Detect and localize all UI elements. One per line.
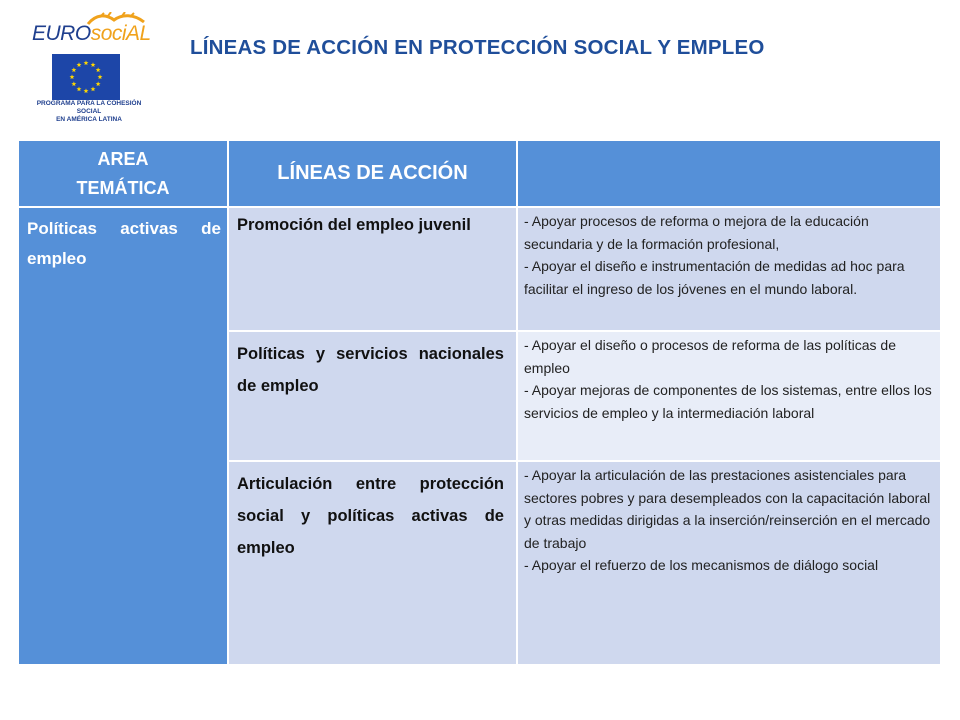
eu-star-icon <box>91 62 96 67</box>
eu-star-icon <box>91 87 96 92</box>
description-item: - Apoyar el refuerzo de los mecanismos de diálogo social <box>524 557 879 573</box>
header-lineas-de-accion: LÍNEAS DE ACCIÓN <box>228 140 517 207</box>
logo-subtitle-line2: EN AMÉRICA LATINA <box>56 116 122 123</box>
description-item: - Apoyar mejoras de componentes de los sistemas, entre ellos los servicios de empleo y la intermediación laboral <box>524 382 932 421</box>
eu-flag-icon <box>52 54 120 100</box>
action-description-3 <box>517 461 941 665</box>
eurosocial-logo <box>24 10 174 122</box>
eu-star-icon <box>77 87 82 92</box>
action-lines-table <box>18 140 941 665</box>
eu-star-icon <box>70 74 75 79</box>
description-item: - Apoyar procesos de reforma o mejora de la educación secundaria y de la formación profesional, <box>524 213 869 252</box>
eu-star-icon <box>84 60 89 65</box>
eu-star-icon <box>98 74 103 79</box>
eu-star-icon <box>71 67 76 72</box>
page-title: LÍNEAS DE ACCIÓN EN PROTECCIÓN SOCIAL Y EMPLEO <box>190 36 765 59</box>
eu-star-icon <box>96 81 101 86</box>
eu-star-icon <box>77 62 82 67</box>
action-line-3: Articulación entre protección social y políticas activas de empleo <box>228 461 517 665</box>
logo-subtitle <box>24 100 154 124</box>
description-item: - Apoyar el diseño o procesos de reforma de las políticas de empleo <box>524 337 896 376</box>
logo-brand-part2: sociAL <box>90 22 151 45</box>
eu-star-icon <box>96 67 101 72</box>
logo-brand <box>32 22 151 46</box>
eu-star-icon <box>71 81 76 86</box>
logo-subtitle-line1: PROGRAMA PARA LA COHESIÓN SOCIAL <box>36 100 142 115</box>
action-line-2: Políticas y servicios nacionales de empleo <box>228 331 517 461</box>
header-empty <box>517 140 941 207</box>
action-line-1: Promoción del empleo juvenil <box>228 207 517 331</box>
action-description-2 <box>517 331 941 461</box>
description-item: - Apoyar la articulación de las prestaciones asistenciales para sectores pobres y para desempleados con la capacitación laboral y otras medidas dirigidas a la inserción/reinserción en el mercado de trabajo <box>524 467 931 551</box>
description-item: - Apoyar el diseño e instrumentación de medidas ad hoc para facilitar el ingreso de los jóvenes en el mundo laboral. <box>524 258 905 297</box>
logo-brand-part1: EURO <box>32 22 91 45</box>
area-tematica-cell: Políticas activas de empleo <box>18 207 228 665</box>
action-description-1 <box>517 207 941 331</box>
eu-star-icon <box>84 88 89 93</box>
header-area-tematica: AREA TEMÁTICA <box>18 140 228 207</box>
